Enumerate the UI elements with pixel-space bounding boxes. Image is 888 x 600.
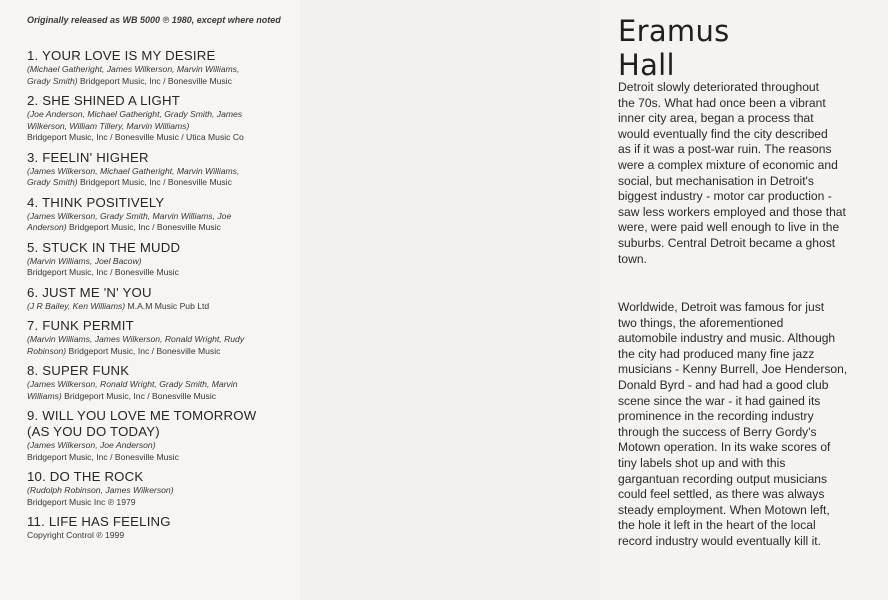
track-title: 8. SUPER FUNK [27, 363, 130, 378]
article-line: automobile industry and music. Although [618, 331, 836, 346]
track-credit-line [27, 379, 297, 391]
publisher: Bridgeport Music, Inc / Bonesville Music [77, 75, 232, 86]
article-line: the hole it left in the heart of the local [618, 518, 816, 533]
article-line: Donald Byrd - and had had a good club [618, 377, 829, 392]
article-paragraph-1 [618, 80, 888, 267]
article-line: steady employment. When Motown left, [618, 502, 830, 517]
publisher: Bridgeport Music, Inc / Bonesville Music [61, 390, 217, 401]
songwriters: Grady Smith) [27, 75, 78, 86]
track-credit-line [27, 346, 297, 358]
songwriters: Wilkerson, William Tillery, Marvin Williams) [27, 120, 190, 131]
track-credit-line [27, 222, 297, 234]
track-credit-line [27, 64, 297, 76]
track-item [27, 240, 297, 279]
track-title: 6. JUST ME 'N' YOU [27, 284, 152, 300]
article-line: as if it was a post-war ruin. The reasons [618, 142, 832, 157]
songwriters: (Rudolph Robinson, James Wilkerson) [27, 485, 174, 495]
track-title: 3. FEELIN' HIGHER [27, 149, 149, 165]
article-line: saw less workers employed and those that [618, 204, 846, 219]
track-credit-line [27, 497, 297, 509]
article-line: scene since the war - it had gained its [618, 393, 821, 408]
track-item [27, 514, 297, 542]
songwriters: (Marvin Williams, Joel Bacow) [27, 255, 142, 266]
publisher: Bridgeport Music, Inc / Bonesville Music [66, 222, 221, 232]
article-line: were a complex mixture of economic and [618, 157, 838, 172]
track-title-continued: (AS YOU DO TODAY) [27, 424, 160, 439]
songwriters: (Michael Gatheright, James Wilkerson, Marvin Williams, [27, 64, 240, 74]
track-credit-line [27, 132, 297, 144]
article-line: two things, the aforementioned [618, 315, 784, 330]
track-title: 4. THINK POSITIVELY [27, 194, 165, 210]
track-credit-line [27, 267, 297, 279]
article-line: Detroit slowly deteriorated throughout [618, 80, 819, 94]
article-line: were, were paid well enough to live in the [618, 220, 840, 235]
track-credit-line [27, 121, 297, 133]
article-line: tiny labels shot up and with this [618, 455, 786, 470]
article-line: musicians - Kenny Burrell, Joe Henderson, [618, 362, 848, 377]
article-line: Worldwide, Detroit was famous for just [618, 300, 825, 314]
article-line: the 70s. What had once been a vibrant [618, 95, 826, 110]
article-line: social, but mechanisation in Detroit's [618, 173, 814, 188]
track-listing-panel [0, 0, 300, 600]
track-item [27, 48, 297, 87]
songwriters: (J R Bailey, Ken Williams) [27, 300, 126, 311]
track-credit-line [27, 391, 297, 403]
track-item [27, 195, 297, 234]
article-line: biggest industry - motor car production - [618, 189, 832, 204]
track-title: 1. YOUR LOVE IS MY DESIRE [27, 48, 216, 63]
track-item [27, 363, 297, 402]
songwriters: Grady Smith) [27, 177, 78, 187]
track-credit-line [27, 109, 297, 121]
track-credit-line [27, 485, 297, 497]
track-credit-line [27, 256, 297, 268]
track-credit-line [27, 452, 297, 464]
track-item [27, 469, 297, 508]
publisher: Copyright Control ℗ 1999 [27, 530, 125, 540]
songwriters: (Joe Anderson, Michael Gatheright, Grady Smith, James [27, 109, 243, 119]
track-title: 9. WILL YOU LOVE ME TOMORROW [27, 408, 257, 423]
publisher: Bridgeport Music, Inc / Bonesville Music [27, 451, 179, 462]
article-line: record industry would eventually kill it. [618, 533, 821, 548]
article-line: prominence in the recording industry [618, 409, 814, 424]
release-note: Originally released as WB 5000 ℗ 1980, except where noted [27, 15, 281, 25]
article-line: the city had produced many fine jazz [618, 346, 815, 361]
songwriters: Anderson) [27, 222, 67, 232]
track-title: 11. LIFE HAS FEELING [27, 514, 171, 529]
article-paragraph-2 [618, 300, 888, 550]
article-line: inner city area, began a process that [618, 111, 814, 126]
songwriters: (James Wilkerson, Michael Gatheright, Marvin Williams, [27, 165, 240, 176]
article-line: Motown operation. In its wake scores of [618, 440, 831, 455]
publisher: Bridgeport Music, Inc / Bonesville Music [66, 345, 221, 356]
track-item [27, 408, 297, 463]
article-line: gargantuan recording output musicians [618, 471, 828, 486]
track-credit-line [27, 530, 297, 542]
track-item [27, 93, 297, 144]
article-line: would eventually find the city described [618, 126, 828, 141]
publisher: Bridgeport Music, Inc / Bonesville Music [77, 177, 232, 187]
track-credit-line [27, 76, 297, 88]
songwriters: Williams) [27, 390, 62, 401]
track-title: 2. SHE SHINED A LIGHT [27, 93, 180, 108]
track-credit-line [27, 334, 297, 346]
track-title: 7. FUNK PERMIT [27, 318, 134, 333]
track-list [27, 48, 297, 542]
songwriters: Robinson) [27, 345, 67, 356]
track-credit-line [27, 211, 297, 223]
publisher: Bridgeport Music Inc ℗ 1979 [27, 496, 136, 507]
songwriters: (Marvin Williams, James Wilkerson, Ronald Wright, Rudy [27, 334, 245, 344]
track-credit-line [27, 440, 297, 452]
songwriters: (James Wilkerson, Ronald Wright, Grady Smith, Marvin [27, 379, 238, 389]
track-credit-line [27, 166, 297, 178]
article-line: suburbs. Central Detroit became a ghost [618, 235, 836, 250]
track-title: 10. DO THE ROCK [27, 469, 144, 484]
songwriters: (James Wilkerson, Joe Anderson) [27, 440, 156, 450]
track-item [27, 318, 297, 357]
track-title: 5. STUCK IN THE MUDD [27, 239, 181, 255]
track-item [27, 150, 297, 189]
article-line: town. [618, 251, 647, 266]
liner-notes-panel [300, 0, 848, 600]
article-title: Eramus Hall [618, 14, 730, 82]
article-line: could feel settled, as there was always [618, 487, 825, 502]
track-credit-line [27, 177, 297, 189]
songwriters: (James Wilkerson, Grady Smith, Marvin Williams, Joe [27, 210, 232, 221]
publisher: Bridgeport Music, Inc / Bonesville Music [27, 267, 179, 277]
publisher: M.A.M Music Pub Ltd [125, 300, 210, 311]
article-line: through the success of Berry Gordy's [618, 424, 817, 439]
track-item [27, 285, 297, 313]
publisher: Bridgeport Music, Inc / Bonesville Music / Utica Music Co [27, 132, 244, 142]
track-credit-line [27, 301, 297, 313]
